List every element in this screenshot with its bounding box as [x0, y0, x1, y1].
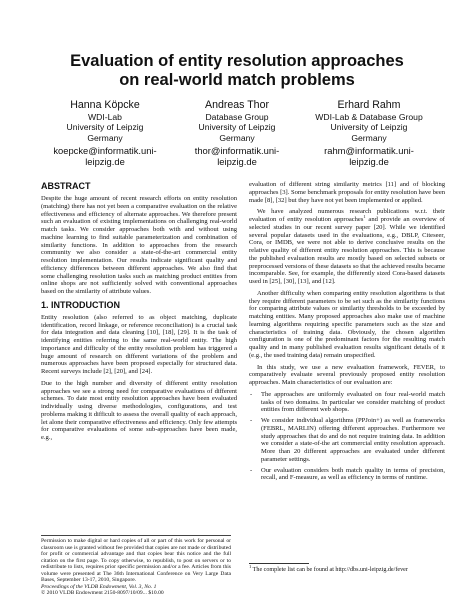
abstract-text: Despite the huge amount of recent research efforts on entity resolution (matching) there has not yet been a comparative evaluation on the relative effectiveness and efficiency of alternate approaches. We therefore present such an evaluation of existing implementations on challenging real-world match tasks. We consider approaches both with and without using machine learning to find suitable parameterization and combination of similarity functions. In addition to approaches from the research community we also consider a state-of-the-art commercial entity resolution implementation. Our results indicate significant quality and efficiency differences between different approaches. We also find that some challenging resolution tasks such as matching product entities from online shops are not sufficiently solved with conventional approaches based on the similarity of attribute values.	[41, 195, 237, 295]
author-affiliation: Database Group	[205, 112, 269, 122]
permission-text: Permission to make digital or hard copies of all or part of this work for personal or classroom use is granted without fee provided that copies are not made or distributed for profit or commercial advantage and that copies bear this notice and the full citation on the first page. To copy otherwise, to republish, to post on servers or to redistribute to lists, requires prior specific permission and/or a fee. Articles from this volume were presented at The 36th International Conference on Very Large Data Bases, September 13-17, 2010, Singapore.	[41, 538, 231, 584]
bullet-dash: -	[250, 390, 253, 398]
right-column	[249, 181, 445, 485]
author-name: Hanna Köpcke	[70, 99, 140, 111]
title-line-1: Evaluation of entity resolution approaches	[70, 52, 404, 70]
paper-title	[0, 52, 474, 90]
author-3	[304, 99, 434, 167]
permission-notice	[41, 535, 231, 597]
footnote	[249, 564, 445, 574]
author-affiliation: WDI-Lab & Database Group	[315, 112, 423, 122]
author-name: Andreas Thor	[205, 99, 269, 111]
author-block	[0, 99, 474, 169]
author-email-line: thor@informatik.uni-	[194, 145, 280, 157]
author-email	[172, 145, 302, 167]
abstract-heading: ABSTRACT	[41, 181, 91, 191]
list-item	[249, 467, 445, 483]
author-email-line: koepcke@informatik.uni-	[53, 145, 157, 157]
author-name: Erhard Rahm	[337, 99, 401, 111]
left-column	[41, 181, 237, 446]
copyright-line: © 2010 VLDB Endowment 2150-8097/10/09... $10.00	[41, 590, 164, 597]
bullet-dash: -	[250, 466, 253, 474]
right-paragraph-2-start: We have analyzed numerous research publications w.r.t. their evaluation of entity resolution approaches	[249, 208, 445, 223]
author-email	[40, 145, 170, 167]
right-paragraph-1: evaluation of different string similarity metrics [11] and of blocking approaches [3]. Some benchmark proposals for entity resolution have been made [8], [32] but they have not yet been implemented or applied.	[249, 181, 445, 204]
author-email-line: leipzig.de	[85, 156, 125, 168]
author-2	[172, 99, 302, 167]
footnote-text: The complete list can be found at http://dbs.uni-leipzig.de/fever	[252, 567, 408, 574]
list-item-text: Our evaluation considers both match quality in terms of precision, recall, and F-measure, as well as efficiency in terms of runtime.	[261, 466, 445, 482]
list-item	[249, 391, 445, 414]
right-paragraph-2	[249, 208, 445, 286]
footnote-number: 1	[249, 564, 252, 569]
author-email-line: leipzig.de	[217, 156, 257, 168]
right-paragraph-3: Another difficulty when comparing entity resolution algorithms is that they require different parameters to be set such as the similarity functions for comparing attribute values or similarity thresholds to be exceeded by matching entities. Many proposed approaches also make use of machine learning algorithms requiring specific parameters such as the size and characteristics of training data. Obviously, the chosen algorithm configuration is one of the predominant factors for the resulting match quality and in many published evaluation results significant details of it (e.g., the used training data) remain unspecified.	[249, 289, 445, 359]
author-affiliation: University of Leipzig	[330, 122, 408, 133]
characteristics-list	[249, 391, 445, 482]
list-item-text: We consider individual algorithms (PPJoin+) as well as frameworks (FEBRL, MARLIN) offering different approaches. Furthermore we study approaches that do and do not require training data. In addition we consider a state-of-the art commercial entity resolution approach. More than 20 different approaches are evaluated under different parameter settings.	[261, 417, 445, 463]
author-1	[40, 99, 170, 167]
author-affiliation: University of Leipzig	[198, 122, 276, 133]
author-affiliation: Germany	[87, 132, 123, 143]
author-affiliation: WDI-Lab	[88, 112, 122, 122]
proceedings-line: Proceedings of the VLDB Endowment, Vol. 3, No. 1	[41, 583, 157, 590]
author-affiliation: Germany	[351, 132, 387, 143]
author-affiliation: Germany	[219, 132, 255, 143]
author-email-line: leipzig.de	[349, 156, 389, 168]
author-email-line: rahm@informatik.uni-	[324, 145, 414, 157]
bullet-dash: -	[250, 417, 253, 424]
list-item	[249, 417, 445, 464]
author-email	[304, 145, 434, 167]
title-line-2: on real-world match problems	[119, 71, 355, 89]
footnote-marker: 1	[363, 213, 366, 219]
intro-paragraph-1: Entity resolution (also referred to as object matching, duplicate identification, record linkage, or reference reconciliation) is a crucial task for data integration and data cleaning [10], [18], [29]. It is the task of identifying entities referring to the same real-world entity. The high importance and difficulty of the entity resolution problem has triggered a huge amount of research on different variations of the problem and numerous approaches have been proposed especially for structured data. Recent surveys include [2], [20], and [24].	[41, 313, 237, 375]
intro-paragraph-2: Due to the high number and diversity of different entity resolution approaches we see a strong need for comparative evaluations of different schemes. To date most entity resolution approaches have been evaluated individually using diverse methodologies, configurations, and test problems making it difficult to assess the overall quality of each approach, let alone their comparative effectiveness and efficiency. Only few attempts for comparative evaluations of some sub-approaches have been made, e.g.,	[41, 379, 237, 441]
right-paragraph-4: In this study, we use a new evaluation framework, FEVER, to comparatively evaluate several previously proposed entity resolution approaches. Main characteristics of our evaluation are:	[249, 363, 445, 386]
right-paragraph-2-rest: and provide an overview of selected studies in our recent survey paper [20]. While we identified several popular datasets used in the evaluations, e.g., DBLP, Citeseer, Cora, or IMDB, we were not able to derive conclusive results on the relative quality of different entity resolution approaches. This is because the published evaluation results are mostly based on selected subsets or preprocessed versions of these datasets so that the achieved results became incomparable. See, for example, the differently sized Cora-based datasets used in [25], [30], [13], and [12].	[249, 216, 445, 285]
list-item-text: The approaches are uniformly evaluated on four real-world match tasks of two domains. In particular we consider matching of product entities from different web shops.	[261, 390, 445, 414]
footnote-divider	[249, 563, 309, 564]
author-affiliation: University of Leipzig	[66, 122, 144, 133]
introduction-heading: 1. INTRODUCTION	[41, 299, 121, 310]
